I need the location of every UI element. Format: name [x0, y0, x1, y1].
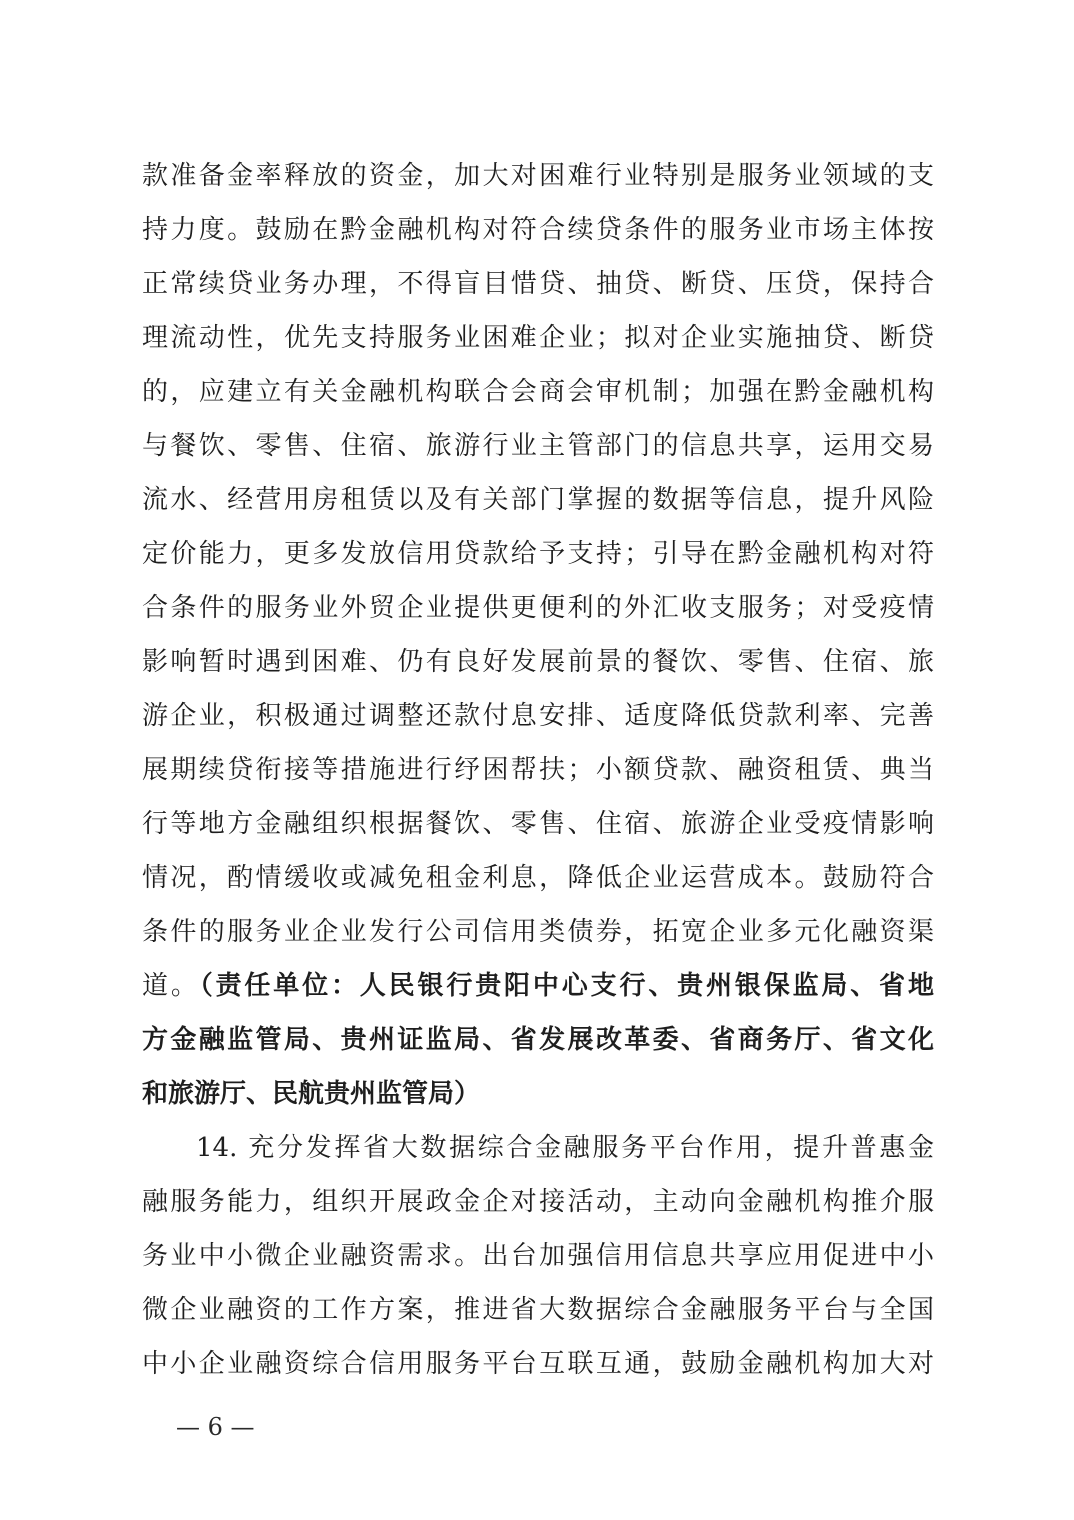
- body-text-line-mixed: [142, 966, 934, 1006]
- body-text-line: 融服务能力，组织开展政金企对接活动，主动向金融机构推介服: [142, 1187, 934, 1217]
- responsible-units-text: 方金融监管局、贵州证监局、省发展改革委、省商务厅、省文化: [142, 1025, 934, 1055]
- body-text-line: 条件的服务业企业发行公司信用类债券，拓宽企业多元化融资渠: [142, 917, 934, 947]
- responsible-units-text: （责任单位：人民银行贵阳中心支行、贵州银保监局、省地: [199, 971, 934, 1001]
- body-text-line: 影响暂时遇到困难、仍有良好发展前景的餐饮、零售、住宿、旅: [142, 647, 934, 677]
- body-text-line: 展期续贷衔接等措施进行纾困帮扶；小额贷款、融资租赁、典当: [142, 755, 934, 785]
- body-text-line: 持力度。鼓励在黔金融机构对符合续贷条件的服务业市场主体按: [142, 215, 934, 245]
- body-text-line: 游企业，积极通过调整还款付息安排、适度降低贷款利率、完善: [142, 701, 934, 731]
- body-text-line: 与餐饮、零售、住宿、旅游行业主管部门的信息共享，运用交易: [142, 431, 934, 461]
- body-text-line: 务业中小微企业融资需求。出台加强信用信息共享应用促进中小: [142, 1241, 934, 1271]
- numbered-paragraph-first-line: 14. 充分发挥省大数据综合金融服务平台作用，提升普惠金: [196, 1133, 934, 1163]
- responsible-units-text: 和旅游厅、民航贵州监管局）: [142, 1079, 481, 1109]
- body-text-line: 正常续贷业务办理，不得盲目惜贷、抽贷、断贷、压贷，保持合: [142, 269, 934, 299]
- sentence-end-text: 道。: [142, 971, 200, 1001]
- body-text-line: 款准备金率释放的资金，加大对困难行业特别是服务业领域的支: [142, 161, 934, 191]
- body-text-line: 中小企业融资综合信用服务平台互联互通，鼓励金融机构加大对: [142, 1349, 934, 1379]
- body-text-line: 的，应建立有关金融机构联合会商会审机制；加强在黔金融机构: [142, 377, 934, 407]
- page-number: — 6 —: [176, 1413, 255, 1441]
- body-text-line: 流水、经营用房租赁以及有关部门掌握的数据等信息，提升风险: [142, 485, 934, 515]
- body-text-line: 微企业融资的工作方案，推进省大数据综合金融服务平台与全国: [142, 1295, 934, 1325]
- body-text-line: 合条件的服务业外贸企业提供更便利的外汇收支服务；对受疫情: [142, 593, 934, 623]
- body-text-line: 理流动性，优先支持服务业困难企业；拟对企业实施抽贷、断贷: [142, 323, 934, 353]
- body-text-line: 行等地方金融组织根据餐饮、零售、住宿、旅游企业受疫情影响: [142, 809, 934, 839]
- body-text-line: 定价能力，更多发放信用贷款给予支持；引导在黔金融机构对符: [142, 539, 934, 569]
- body-text-line: 情况，酌情缓收或减免租金利息，降低企业运营成本。鼓励符合: [142, 863, 934, 893]
